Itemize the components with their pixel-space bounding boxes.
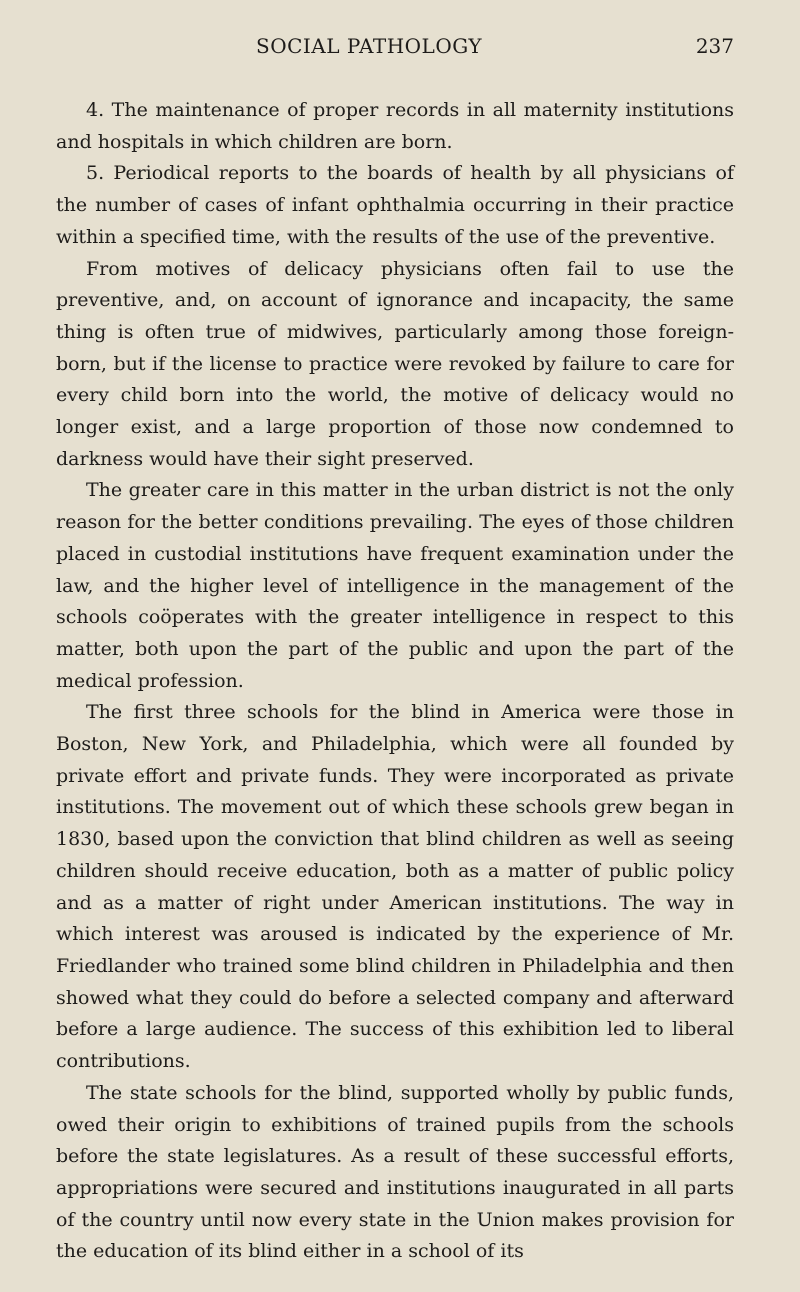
paragraph-urban-district: The greater care in this matter in the urban district is not the only reason for the better conditions prevailing. The eyes of those children placed in custodial institutions have frequent examination under the law, and the higher level of intelligence in the management of the schools coöperates with the greater intelligence in respect to this matter, both upon the part of the public and upon the part of the medical profession. (56, 479, 734, 692)
page-number: 237 (695, 34, 734, 58)
paragraph-delicacy: From motives of delicacy physicians often fail to use the preventive, and, on account of ignorance and incapacity, the same thing is often true of midwives, particularly among those foreign-born, but if the license to practice were revoked by failure to care for every child born into the world, the motive of delicacy would no longer exist, and a large proportion of those now condemned to darkness would have their sight preserved. (56, 257, 734, 470)
paragraph-item-4: 4. The maintenance of proper records in all maternity institutions and hospitals in which children are born. (56, 99, 734, 153)
body-text (56, 95, 734, 1268)
running-head (56, 34, 734, 64)
paragraph-item-5: 5. Periodical reports to the boards of health by all physicians of the number of cases of infant ophthalmia occurring in their practice within a specified time, with the results of the use of the preventive. (56, 162, 734, 248)
running-title: SOCIAL PATHOLOGY (256, 34, 483, 58)
paragraph-state-schools: The state schools for the blind, supported wholly by public funds, owed their origin to exhibitions of trained pupils from the schools before the state legislatures. As a result of these successful efforts, appropriations were secured and institutions inaugurated in all parts of the country until now every state in the Union makes provision for the education of its blind either in a school of its (56, 1081, 734, 1263)
paragraph-first-schools: The first three schools for the blind in America were those in Boston, New York, and Philadelphia, which were all founded by private effort and private funds. They were incorporated as private institutions. The movement out of which these schools grew began in 1830, based upon the conviction that blind children as well as seeing children should receive education, both as a matter of public policy and as a matter of right under American institutions. The way in which interest was aroused is indicated by the experience of Mr. Friedlander who trained some blind children in Philadelphia and then showed what they could do before a selected company and afterward before a large audience. The success of this exhibition led to liberal contributions. (56, 701, 734, 1073)
